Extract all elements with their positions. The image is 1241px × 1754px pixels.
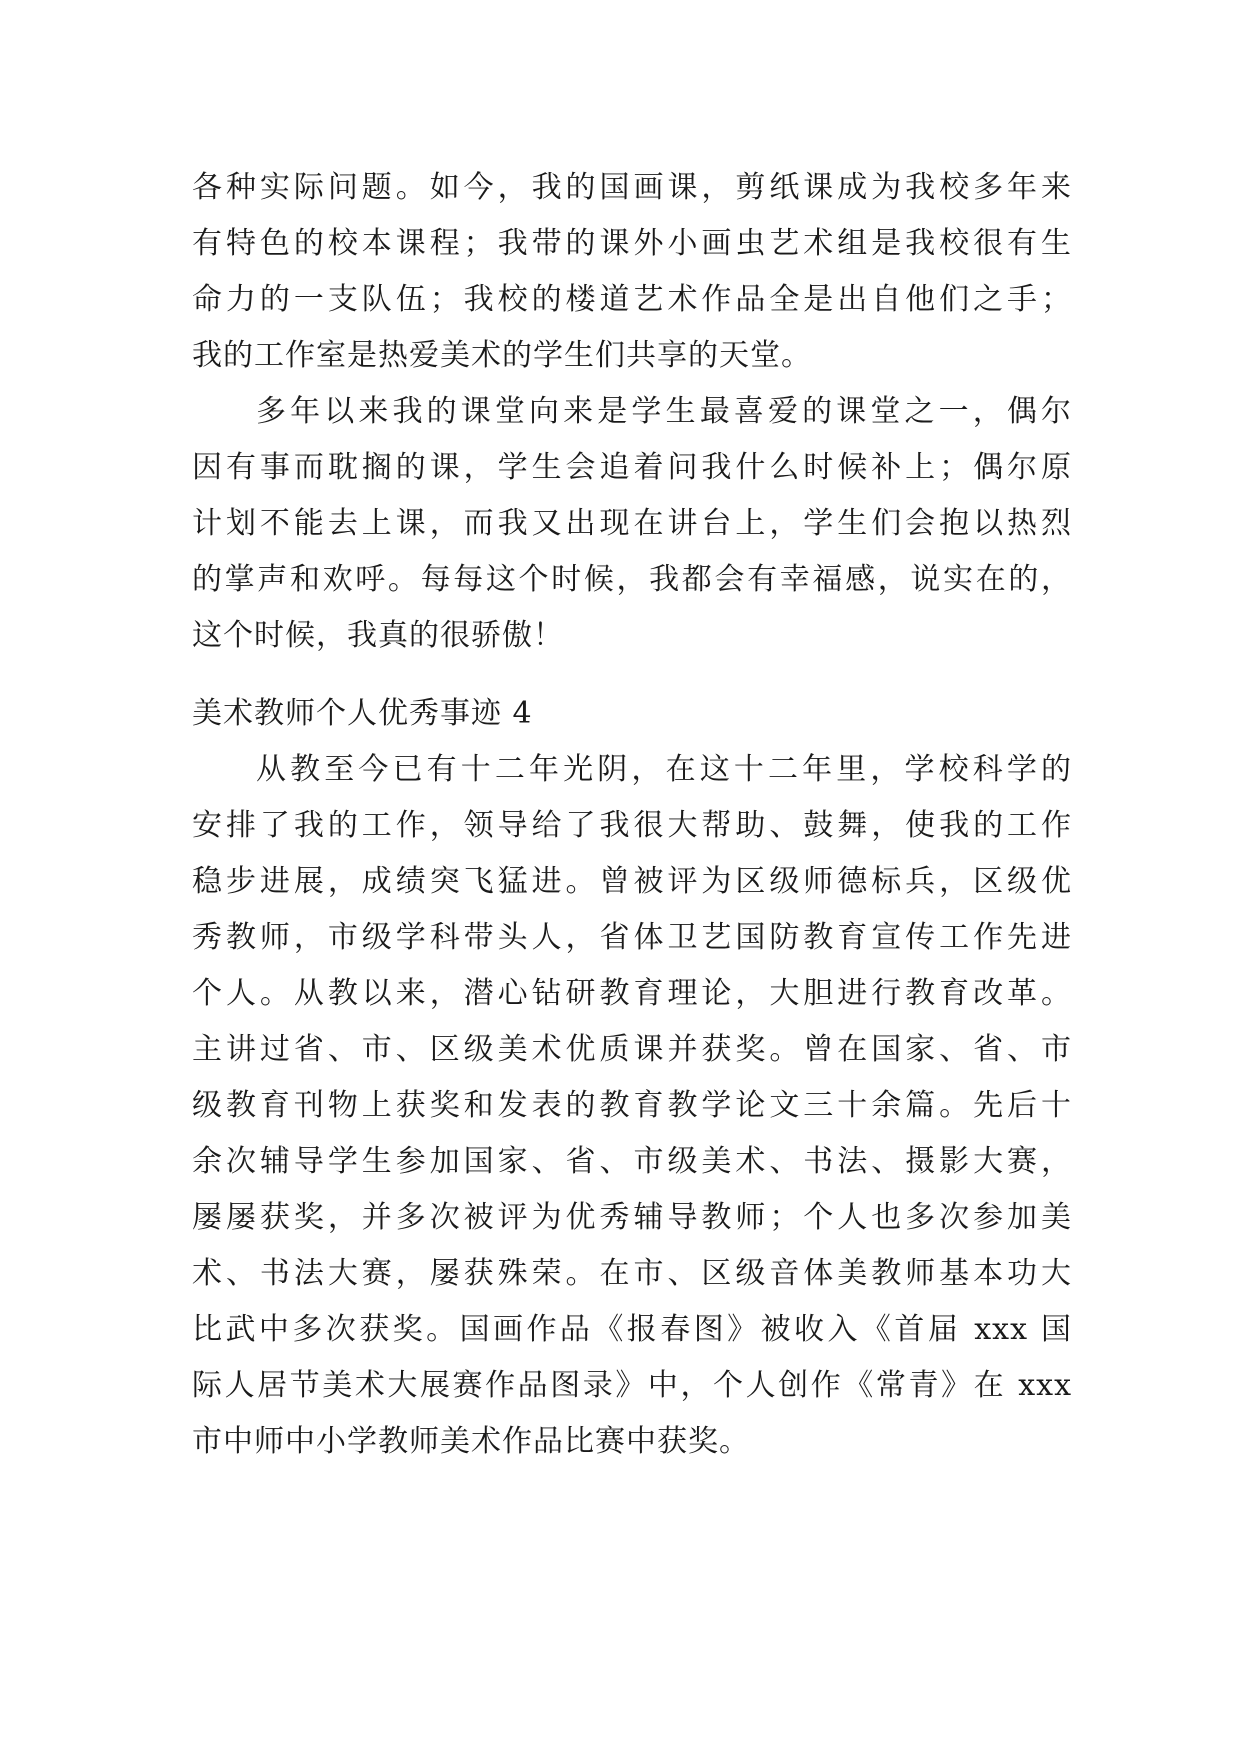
text-line: 有特色的校本课程；我带的课外小画虫艺术组是我校很有生 <box>192 226 1072 261</box>
paragraph-3 <box>192 742 1072 1470</box>
section-heading: 美术教师个人优秀事迹 4 <box>192 696 533 731</box>
text-line: 级教育刊物上获奖和发表的教育教学论文三十余篇。先后十 <box>192 1088 1072 1123</box>
text-line: 的掌声和欢呼。每每这个时候，我都会有幸福感，说实在的， <box>192 562 1072 597</box>
text-line: 术、书法大赛，屡获殊荣。在市、区级音体美教师基本功大 <box>192 1256 1072 1291</box>
text-line: 命力的一支队伍；我校的楼道艺术作品全是出自他们之手； <box>192 282 1072 317</box>
text-line: 市中师中小学教师美术作品比赛中获奖。 <box>192 1424 750 1459</box>
text-line: 因有事而耽搁的课，学生会追着问我什么时候补上；偶尔原 <box>192 450 1072 485</box>
document-body <box>192 160 1072 1470</box>
text-line: 比武中多次获奖。国画作品《报春图》被收入《首届 xxx 国 <box>192 1312 1072 1347</box>
text-line: 这个时候，我真的很骄傲！ <box>192 618 564 653</box>
text-line: 各种实际问题。如今，我的国画课，剪纸课成为我校多年来 <box>192 170 1072 205</box>
text-line: 余次辅导学生参加国家、省、市级美术、书法、摄影大赛， <box>192 1144 1072 1179</box>
text-line: 从教至今已有十二年光阴，在这十二年里，学校科学的 <box>256 752 1072 787</box>
text-line: 安排了我的工作，领导给了我很大帮助、鼓舞，使我的工作 <box>192 808 1072 843</box>
text-line: 多年以来我的课堂向来是学生最喜爱的课堂之一，偶尔 <box>256 394 1072 429</box>
text-line: 秀教师，市级学科带头人，省体卫艺国防教育宣传工作先进 <box>192 920 1072 955</box>
text-line: 计划不能去上课，而我又出现在讲台上，学生们会抱以热烈 <box>192 506 1072 541</box>
paragraph-1 <box>192 160 1072 384</box>
text-line: 屡屡获奖，并多次被评为优秀辅导教师；个人也多次参加美 <box>192 1200 1072 1235</box>
text-line: 主讲过省、市、区级美术优质课并获奖。曾在国家、省、市 <box>192 1032 1072 1067</box>
text-line: 稳步进展，成绩突飞猛进。曾被评为区级师德标兵，区级优 <box>192 864 1072 899</box>
paragraph-2 <box>192 384 1072 664</box>
text-line: 我的工作室是热爱美术的学生们共享的天堂。 <box>192 338 812 373</box>
text-line: 际人居节美术大展赛作品图录》中，个人创作《常青》在 xxx <box>192 1368 1072 1403</box>
text-line: 个人。从教以来，潜心钻研教育理论，大胆进行教育改革。 <box>192 976 1072 1011</box>
